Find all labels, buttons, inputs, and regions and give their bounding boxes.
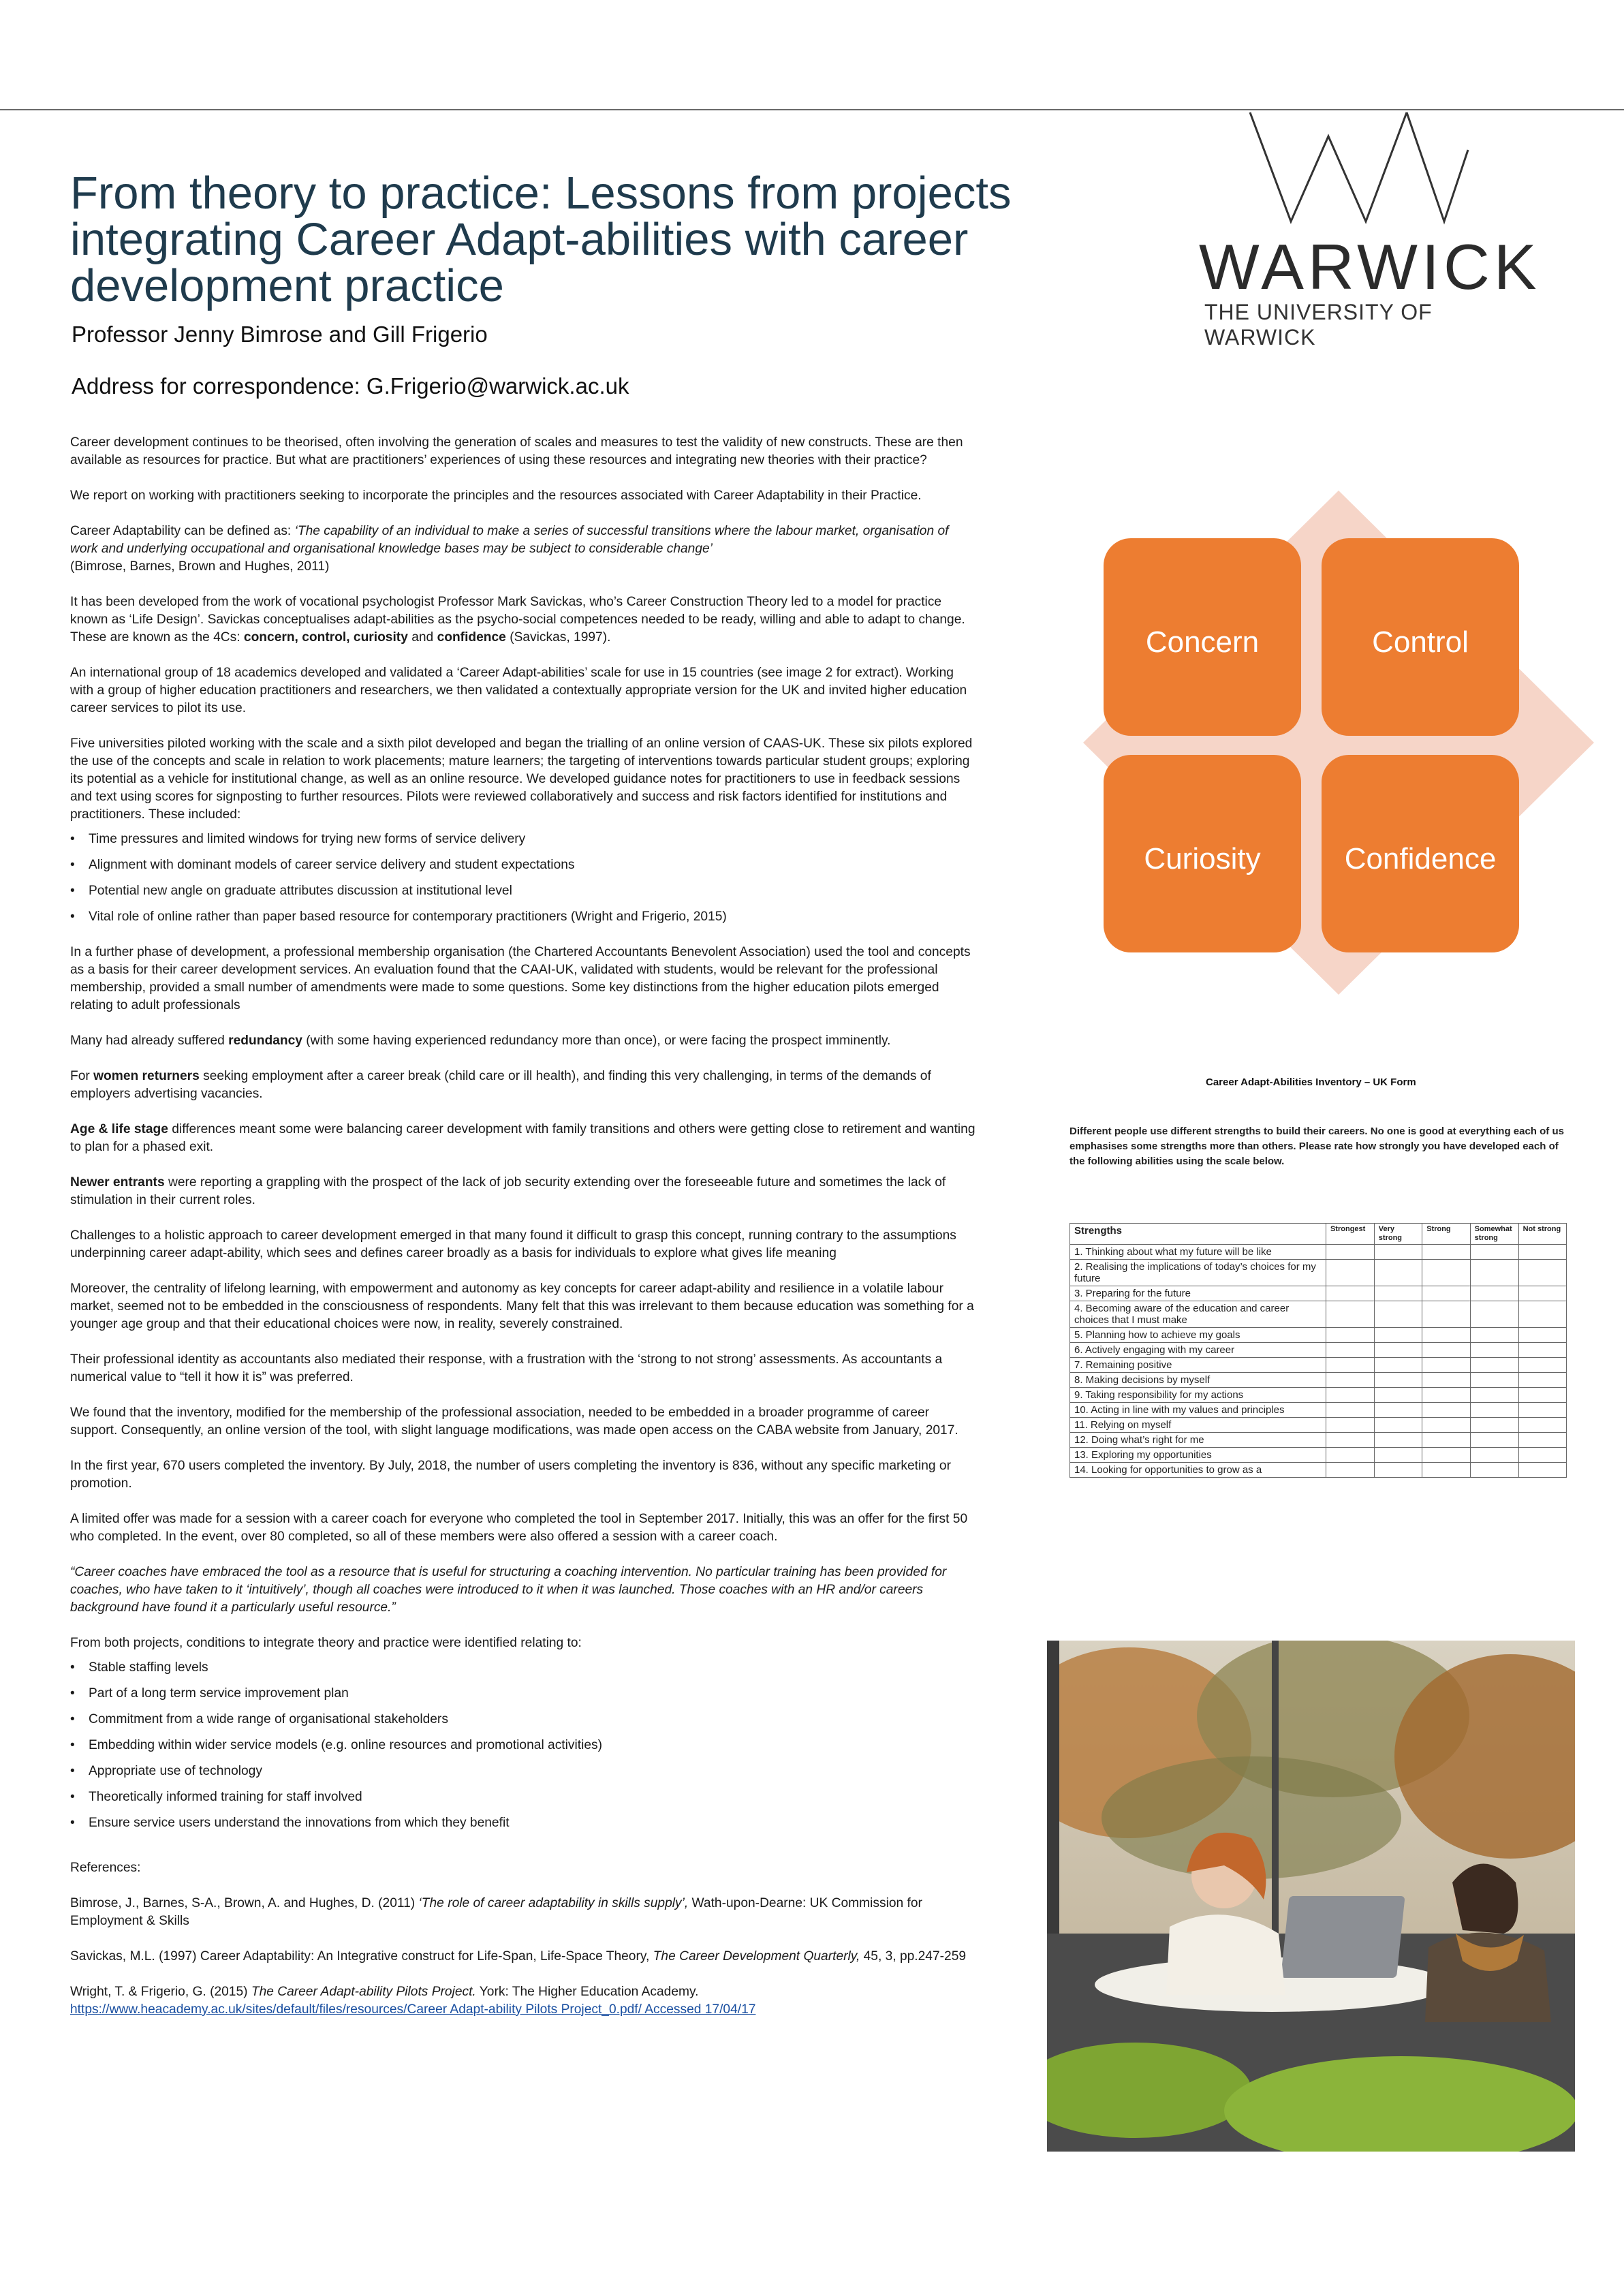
rating-cell[interactable]: [1326, 1358, 1374, 1373]
rating-cell[interactable]: [1422, 1245, 1470, 1260]
list-item: • Alignment with dominant models of career service delivery and student expectations: [70, 856, 980, 874]
column-header: Somewhat strong: [1470, 1224, 1518, 1245]
authors: Professor Jenny Bimrose and Gill Frigerio: [72, 322, 488, 347]
four-cs-diagram: [1083, 491, 1601, 995]
paragraph-savickas: It has been developed from the work of vocational psychologist Professor Mark Savickas, who’s Career Construction Theory led to a model for practice known as ‘Life Design’. Savickas conceptualises adapt-abilities as the psycho-social competences needed to be ready, willing and able to adapt to change. These are known as the 4Cs: concern, control, curiosity and confidence (Savickas, 1997).: [70, 595, 965, 645]
rating-cell[interactable]: [1518, 1403, 1566, 1418]
conditions-list: [70, 1659, 980, 1832]
curiosity-label: Curiosity: [1144, 842, 1261, 875]
rating-cell[interactable]: [1470, 1260, 1518, 1286]
paragraph-limited-offer: A limited offer was made for a session with a career coach for everyone who completed the tool in September 2017. Initially, this was an offer for the first 50 who completed. In the event, over 80 completed, so all of these members were also offered a session with a career coach.: [70, 1512, 968, 1544]
concern-label: Concern: [1145, 625, 1260, 659]
rating-cell[interactable]: [1518, 1373, 1566, 1388]
strength-item: 9. Taking responsibility for my actions: [1070, 1388, 1326, 1403]
strength-item: 3. Preparing for the future: [1070, 1286, 1326, 1301]
control-label: Control: [1372, 625, 1469, 659]
rating-cell[interactable]: [1326, 1373, 1374, 1388]
table-row: [1070, 1388, 1567, 1403]
rating-cell[interactable]: [1374, 1388, 1422, 1403]
rating-cell[interactable]: [1518, 1388, 1566, 1403]
rating-cell[interactable]: [1326, 1245, 1374, 1260]
rating-cell[interactable]: [1374, 1286, 1422, 1301]
rating-cell[interactable]: [1326, 1403, 1374, 1418]
inventory-title: Career Adapt-Abilities Inventory – UK Form: [1206, 1076, 1416, 1088]
rating-cell[interactable]: [1518, 1260, 1566, 1286]
rating-cell[interactable]: [1518, 1286, 1566, 1301]
rating-cell[interactable]: [1422, 1343, 1470, 1358]
table-row: [1070, 1328, 1567, 1343]
rating-cell[interactable]: [1374, 1301, 1422, 1328]
warwick-wordmark: WARWICK: [1199, 231, 1541, 302]
rating-cell[interactable]: [1326, 1343, 1374, 1358]
strength-item: 12. Doing what’s right for me: [1070, 1433, 1326, 1448]
rating-cell[interactable]: [1374, 1433, 1422, 1448]
rating-cell[interactable]: [1422, 1448, 1470, 1463]
paragraph-redundancy: Many had already suffered redundancy (with some having experienced redundancy more than once), or were facing the prospect imminently.: [70, 1034, 891, 1048]
paragraph-first-year: In the first year, 670 users completed the inventory. By July, 2018, the number of users completing the inventory is 836, without any specific marketing or promotion.: [70, 1459, 951, 1491]
rating-cell[interactable]: [1470, 1343, 1518, 1358]
rating-cell[interactable]: [1422, 1260, 1470, 1286]
rating-cell[interactable]: [1470, 1245, 1518, 1260]
table-row: [1070, 1403, 1567, 1418]
rating-cell[interactable]: [1422, 1373, 1470, 1388]
rating-cell[interactable]: [1326, 1328, 1374, 1343]
rating-cell[interactable]: [1374, 1373, 1422, 1388]
column-header: Strongest: [1326, 1224, 1374, 1245]
rating-cell[interactable]: [1470, 1448, 1518, 1463]
column-header: Strong: [1422, 1224, 1470, 1245]
column-header-strengths: Strengths: [1070, 1224, 1326, 1245]
correspondence-address: Address for correspondence: G.Frigerio@warwick.ac.uk: [72, 373, 629, 399]
warwick-logo-mark: [1240, 109, 1471, 232]
pilot-factors-list: [70, 831, 980, 926]
paragraph-pilots: Five universities piloted working with the scale and a sixth pilot developed and began the trialling of an online version of CAAS-UK. These six pilots explored the use of the concepts and scale in relation to work placements; mature learners; the targeting of interventions towards particular student groups; exploring its potential as a vehicle for institutional change, as well as an online resource. We developed guidance notes for practitioners to use in feedback sessions and text using scores for signposting to further resources. Pilots were reviewed collaboratively and success and risk factors identified for institutions and practitioners. These included:: [70, 736, 973, 822]
column-header: Very strong: [1374, 1224, 1422, 1245]
university-subtitle: THE UNIVERSITY OF WARWICK: [1204, 300, 1433, 350]
list-item: • Theoretically informed training for staff involved: [70, 1788, 980, 1806]
strength-item: 11. Relying on myself: [1070, 1418, 1326, 1433]
rating-cell[interactable]: [1470, 1328, 1518, 1343]
rating-cell[interactable]: [1326, 1463, 1374, 1478]
rating-cell[interactable]: [1422, 1433, 1470, 1448]
paragraph-definition: Career Adaptability can be defined as: ‘The capability of an individual to make a series of successful transitions where the labour market, organisation of work and underlying occupational and organisational knowledge bases may be subject to considerable change’ (Bimrose, Barnes, Brown and Hughes, 2011): [70, 524, 949, 574]
paragraph-lifelong-learning: Moreover, the centrality of lifelong learning, with empowerment and autonomy as key concepts for career adapt-ability and resilience in a volatile labour market, seemed not to be embedded in the consciousness of respondents. Many felt that this was irrelevant to them because education was something for a younger age group and that their educational choices were now, in reality, severely constrained.: [70, 1282, 974, 1331]
rating-cell[interactable]: [1326, 1301, 1374, 1328]
list-item: • Commitment from a wide range of organisational stakeholders: [70, 1711, 980, 1728]
list-item: • Ensure service users understand the innovations from which they benefit: [70, 1814, 980, 1832]
rating-cell[interactable]: [1470, 1358, 1518, 1373]
rating-cell[interactable]: [1518, 1343, 1566, 1358]
rating-cell[interactable]: [1422, 1301, 1470, 1328]
rating-cell[interactable]: [1326, 1388, 1374, 1403]
paragraph-age-life-stage: Age & life stage differences meant some were balancing career development with family transitions and others were getting close to retirement and wanting to plan for a phased exit.: [70, 1122, 975, 1154]
list-item: • Time pressures and limited windows for trying new forms of service delivery: [70, 831, 980, 848]
rating-cell[interactable]: [1518, 1418, 1566, 1433]
column-header: Not strong: [1518, 1224, 1566, 1245]
reference-wright: Wright, T. & Frigerio, G. (2015) The Career Adapt-ability Pilots Project. York: The Higher Education Academy. https://www.heacademy.ac.uk/sites/default/files/resources/Career Adapt-ability Pilots Project_0.pdf/ Accessed 17/04/17: [70, 1985, 756, 2017]
paragraph-professional-identity: Their professional identity as accountants also mediated their response, with a frustration with the ‘strong to not strong’ assessments. As accountants a numerical value to “tell it how it is” was preferred.: [70, 1352, 943, 1384]
paragraph-inventory-embedded: We found that the inventory, modified for the membership of the professional association, needed to be embedded in a broader programme of career support. Consequently, an online version of the tool, with slight language modifications, was made open access on the CABA website from January, 2017.: [70, 1406, 958, 1438]
strength-item: 6. Actively engaging with my career: [1070, 1343, 1326, 1358]
rating-cell[interactable]: [1374, 1403, 1422, 1418]
paragraph-further-phase: In a further phase of development, a professional membership organisation (the Chartered Accountants Benevolent Association) used the tool and concepts as a basis for their career development services. An evaluation found that the CAAI-UK, validated with students, would be relevant for the professional membership, provided a small number of amendments were made to some questions. Some key distinctions from the higher education pilots emerged relating to adult professionals: [70, 945, 971, 1012]
rating-cell[interactable]: [1374, 1328, 1422, 1343]
strength-item: 1. Thinking about what my future will be like: [1070, 1245, 1326, 1260]
paragraph-conditions: From both projects, conditions to integrate theory and practice were identified relating to:: [70, 1636, 582, 1650]
paragraph-newer-entrants: Newer entrants were reporting a grappling with the prospect of the lack of job security extending over the foreseeable future and sometimes the lack of stimulation in their current roles.: [70, 1175, 946, 1207]
rating-cell[interactable]: [1326, 1286, 1374, 1301]
list-item: • Part of a long term service improvement plan: [70, 1685, 980, 1703]
rating-cell[interactable]: [1518, 1463, 1566, 1478]
table-row: [1070, 1463, 1567, 1478]
list-item: • Potential new angle on graduate attributes discussion at institutional level: [70, 882, 980, 900]
table-row: [1070, 1301, 1567, 1328]
rating-cell[interactable]: [1422, 1358, 1470, 1373]
rating-cell[interactable]: [1374, 1463, 1422, 1478]
table-row: [1070, 1343, 1567, 1358]
coach-quote: “Career coaches have embraced the tool as a resource that is useful for structuring a coaching intervention. No particular training has been provided for coaches, who have taken to it ‘intuitively’, though all coaches were introduced to it when it was launched. Those coaches with an HR and/or careers background have found it a particularly useful resource.”: [70, 1565, 947, 1615]
rating-cell[interactable]: [1326, 1448, 1374, 1463]
strength-item: 2. Realising the implications of today’s choices for my future: [1070, 1260, 1326, 1286]
reference-savickas: Savickas, M.L. (1997) Career Adaptability: An Integrative construct for Life-Span, Life-Space Theory, The Career Development Quarterly, 45, 3, pp.247-259: [70, 1949, 967, 1964]
reference-bimrose: Bimrose, J., Barnes, S-A., Brown, A. and Hughes, D. (2011) ‘The role of career adaptability in skills supply’, Wath-upon-Dearne: UK Commission for Employment & Skills: [70, 1896, 922, 1928]
rating-cell[interactable]: [1470, 1388, 1518, 1403]
rating-cell[interactable]: [1422, 1418, 1470, 1433]
table-row: [1070, 1260, 1567, 1286]
rating-cell[interactable]: [1470, 1373, 1518, 1388]
table-row: [1070, 1418, 1567, 1433]
table-row: [1070, 1448, 1567, 1463]
paragraph-intro: Career development continues to be theorised, often involving the generation of scales and measures to test the validity of new constructs. These are then available as resources for practice. But what are practitioners’ experiences of using these resources and integrating new theories with their practice?: [70, 435, 963, 467]
strength-item: 4. Becoming aware of the education and career choices that I must make: [1070, 1301, 1326, 1328]
rating-cell[interactable]: [1374, 1418, 1422, 1433]
rating-cell[interactable]: [1422, 1286, 1470, 1301]
table-row: [1070, 1358, 1567, 1373]
students-photo: [1047, 1641, 1575, 2152]
main-text-column: [70, 434, 980, 2036]
rating-cell[interactable]: [1518, 1245, 1566, 1260]
rating-cell[interactable]: [1326, 1260, 1374, 1286]
rating-cell[interactable]: [1374, 1343, 1422, 1358]
rating-cell[interactable]: [1518, 1301, 1566, 1328]
inventory-intro: Different people use different strengths to build their careers. No one is good at everything each of us emphasises some strengths more than others. Please rate how strongly you have developed each of the following abilities using the scale below.: [1069, 1126, 1564, 1167]
rating-cell[interactable]: [1374, 1245, 1422, 1260]
table-row: [1070, 1373, 1567, 1388]
rating-cell[interactable]: [1518, 1358, 1566, 1373]
rating-cell[interactable]: [1326, 1433, 1374, 1448]
strength-item: 5. Planning how to achieve my goals: [1070, 1328, 1326, 1343]
rating-cell[interactable]: [1518, 1328, 1566, 1343]
table-header-row: [1070, 1224, 1567, 1245]
references-heading: References:: [70, 1861, 141, 1875]
paragraph-report: We report on working with practitioners seeking to incorporate the principles and the resources associated with Career Adaptability in their Practice.: [70, 488, 922, 503]
rating-cell[interactable]: [1326, 1418, 1374, 1433]
rating-cell[interactable]: [1374, 1260, 1422, 1286]
list-item: • Appropriate use of technology: [70, 1763, 980, 1780]
list-item: • Vital role of online rather than paper based resource for contemporary practitioners (Wright and Frigerio, 2015): [70, 908, 980, 926]
rating-cell[interactable]: [1470, 1463, 1518, 1478]
strength-item: 7. Remaining positive: [1070, 1358, 1326, 1373]
paragraph-international: An international group of 18 academics developed and validated a ‘Career Adapt-abilities’ scale for use in 15 countries (see image 2 for extract). Working with a group of higher education practitioners and researchers, we then validated a contextually appropriate version for the UK and invited higher education career services to pilot its use.: [70, 666, 967, 715]
rating-cell[interactable]: [1374, 1448, 1422, 1463]
rating-cell[interactable]: [1422, 1388, 1470, 1403]
poster-title: From theory to practice: Lessons from projects integrating Career Adapt-abilities with career development practice: [70, 168, 1012, 311]
paragraph-challenges: Challenges to a holistic approach to career development emerged in that many found it difficult to grasp this concept, running contrary to the assumptions underpinning career adapt-ability, which sees and defines career broadly as a basis for individuals to explore what gives life meaning: [70, 1228, 956, 1260]
reference-link[interactable]: https://www.heacademy.ac.uk/sites/default/files/resources/Career Adapt-ability Pilots Project_0.pdf/ Accessed 17/04/17: [70, 2002, 756, 2017]
rating-cell[interactable]: [1470, 1286, 1518, 1301]
strength-item: 13. Exploring my opportunities: [1070, 1448, 1326, 1463]
rating-cell[interactable]: [1518, 1448, 1566, 1463]
strength-item: 14. Looking for opportunities to grow as a: [1070, 1463, 1326, 1478]
rating-cell[interactable]: [1470, 1418, 1518, 1433]
list-item: • Embedding within wider service models (e.g. online resources and promotional activities): [70, 1737, 980, 1754]
strength-item: 8. Making decisions by myself: [1070, 1373, 1326, 1388]
rating-cell[interactable]: [1422, 1403, 1470, 1418]
strength-item: 10. Acting in line with my values and principles: [1070, 1403, 1326, 1418]
table-row: [1070, 1433, 1567, 1448]
rating-cell[interactable]: [1422, 1328, 1470, 1343]
table-row: [1070, 1286, 1567, 1301]
rating-cell[interactable]: [1422, 1463, 1470, 1478]
rating-cell[interactable]: [1470, 1433, 1518, 1448]
rating-cell[interactable]: [1374, 1358, 1422, 1373]
rating-cell[interactable]: [1470, 1403, 1518, 1418]
inventory-table: [1069, 1223, 1567, 1478]
list-item: • Stable staffing levels: [70, 1659, 980, 1677]
confidence-label: Confidence: [1344, 842, 1497, 875]
table-row: [1070, 1245, 1567, 1260]
rating-cell[interactable]: [1470, 1301, 1518, 1328]
rating-cell[interactable]: [1518, 1433, 1566, 1448]
paragraph-women-returners: For women returners seeking employment after a career break (child care or ill health), and finding this very challenging, in terms of the demands of employers advertising vacancies.: [70, 1069, 931, 1101]
